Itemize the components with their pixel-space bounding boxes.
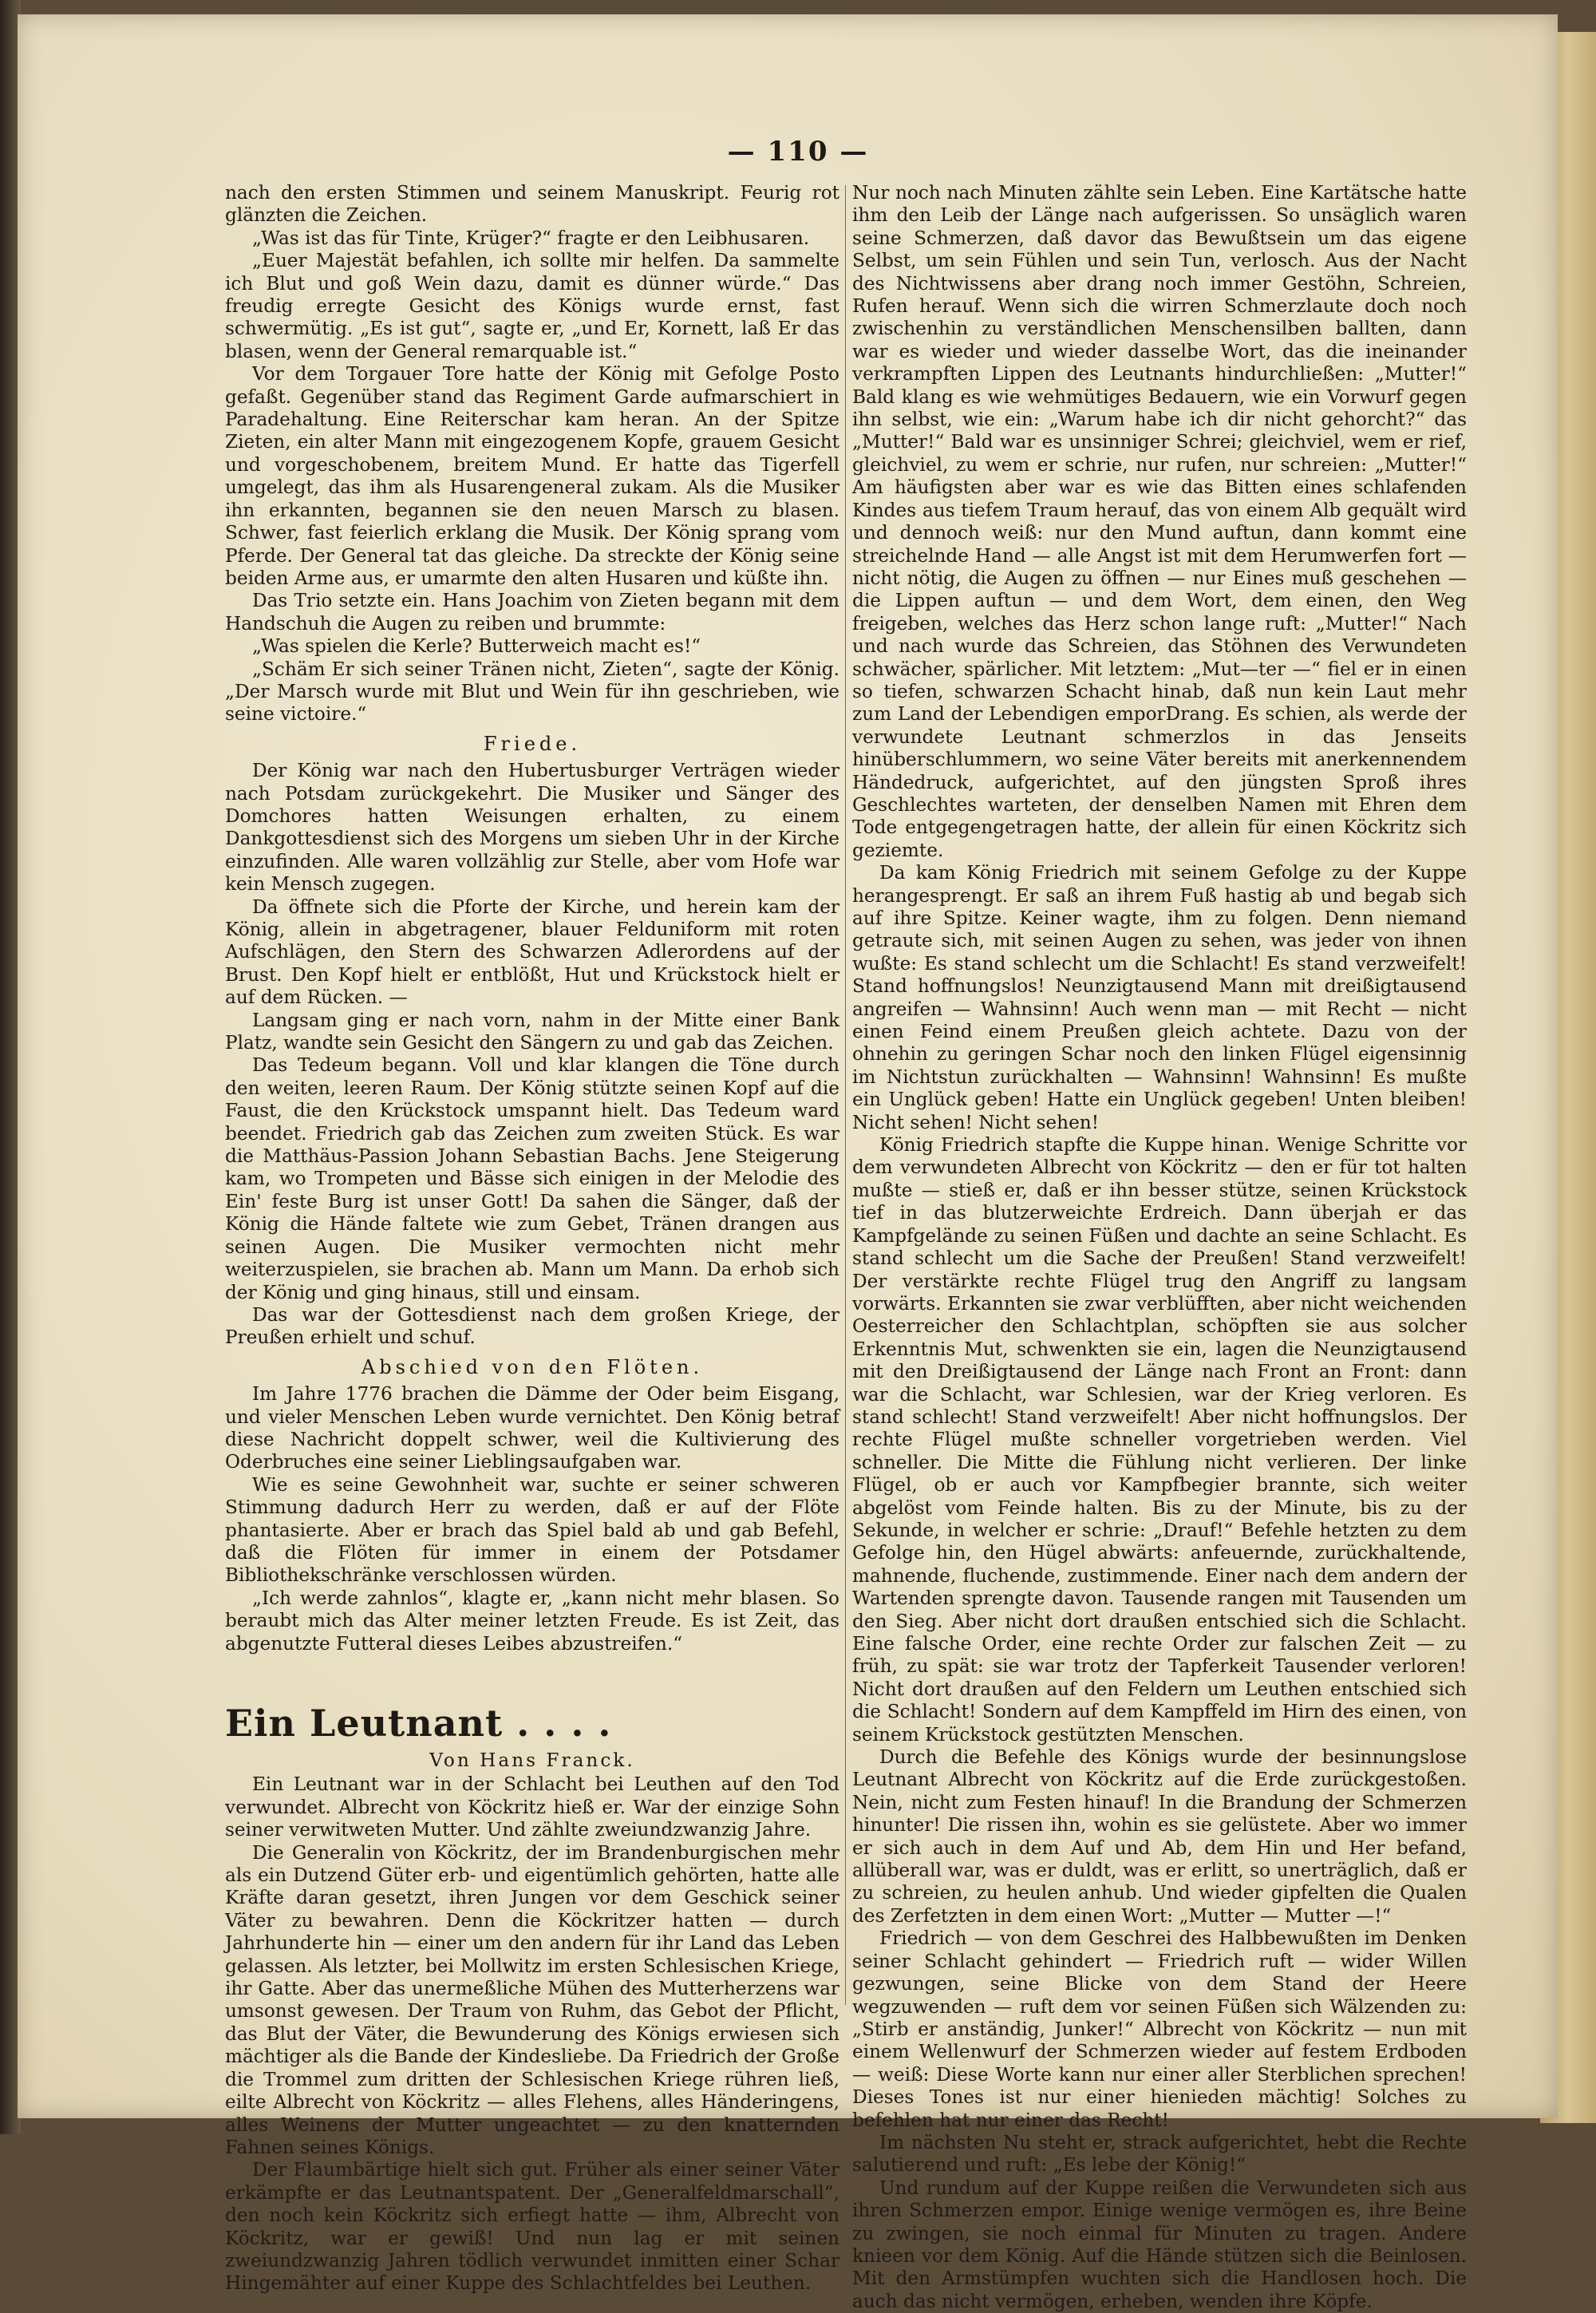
paragraph: Vor dem Torgauer Tore hatte der König mit Gefolge Posto gefaßt. Gegenüber stand das Regiment Garde aufmarschiert in Paradehaltung. Eine Reiterschar kam heran. An der Spitze Zieten, ein alter Mann mit eingezogenem Kopfe, grauem Gesicht und vorgeschobenem, breitem Mund. Er hatte das Tigerfell umgelegt, das ihm als Husarengeneral zukam. Als die Musiker ihn erkannten, begannen sie den neuen Marsch zu blasen. Schwer, fast feierlich erklang die Musik. Der König sprang vom Pferde. Der General tat das gleiche. Da streckte der König seine beiden Arme aus, er umarmte den alten Husaren und küßte ihn. [225,363,839,589]
paragraph: Da kam König Friedrich mit seinem Gefolge zu der Kuppe herangesprengt. Er saß an ihrem Fuß hastig ab und begab sich auf ihre Spitze. Keiner wagte, ihm zu folgen. Denn niemand getraute sich, mit seinen Augen zu sehen, was jeder von ihnen wußte: Es stand schlecht um die Schlacht! Es stand verzweifelt! Stand hoffnungslos! Neunzigtausend Mann mit dreißigtausend angreifen — Wahnsinn! Auch wenn man — mit Recht — nicht einen Feind einem Preußen gleich achtete. Dazu von der ohnehin zu geringen Schar noch den linken Flügel eigensinnig im Nichtstun zurückhalten — Wahnsinn! Wahnsinn! Es mußte ein Unglück geben! Hatte ein Unglück gegeben! Unten bleiben! Nicht sehen! Nicht sehen! [852,862,1467,1133]
paragraph: König Friedrich stapfte die Kuppe hinan. Wenige Schritte vor dem verwundeten Albrecht von Köckritz — den er für tot halten mußte — stieß er, daß er ihn besser stütze, seinen Krückstock tief in das blutzerweichte Erdreich. Dann überjah er das Kampfgelände zu seinen Füßen und dachte an seine Schlacht. Es stand schlecht um die Sache der Preußen! Stand verzweifelt! Der verstärkte rechte Flügel trug den Angriff zu langsam vorwärts. Erkannten sie zwar verblüfften, aber nicht weichenden Oesterreicher den Schlachtplan, schöpften sie aus solcher Erkenntnis Mut, schwenkten sie ein, lagen die Neunzigtausend mit den Dreißigtausend der Länge nach Front an Front: dann war die Schlacht, war Schlesien, war der Krieg verloren. Es stand schlecht! Stand verzweifelt! Aber nicht hoffnungslos. Der rechte Flügel mußte schneller vorgetrieben werden. Viel schneller. Die Mitte die Fühlung nicht verlieren. Der linke Flügel, ob er auch vor Kampfbegier brannte, sich weiter abgelöst vom Feinde halten. Bis zu der Minute, bis zu der Sekunde, in welcher er schrie: „Drauf!“ Befehle hetzten zu dem Gefolge hin, den Hügel abwärts: anfeuernde, zurückhaltende, mahnende, fluchende, zustimmende. Einer nach dem andern der Wartenden sprengte davon. Tausende rangen mit Tausenden um den Sieg. Aber nicht dort draußen entschied sich die Schlacht. Eine falsche Order, eine rechte Order zur falschen Zeit — zu früh, zu spät: sie war trotz der Tapferkeit Tausender verloren! Nicht dort draußen auf den Feldern um Leuthen entschied sich die Schlacht! Sondern auf dem Kampffeld im Hirn des einen, von seinem Krückstock gestützten Menschen. [852,1134,1467,1746]
paragraph: Der König war nach den Hubertusburger Verträgen wieder nach Potsdam zurückgekehrt. Die Musiker und Sänger des Domchores hatten Weisungen erhalten, zu einem Dankgottesdienst sich des Morgens um sieben Uhr in der Kirche einzufinden. Alle waren vollzählig zur Stelle, aber vom Hofe war kein Mensch zugegen. [225,760,839,896]
paragraph: „Was ist das für Tinte, Krüger?“ fragte er den Leibhusaren. [252,227,810,249]
paragraph: Das Trio setzte ein. Hans Joachim von Zieten begann mit dem Handschuh die Augen zu reiben und brummte: [225,590,839,635]
paragraph: nach den ersten Stimmen und seinem Manuskript. Feurig rot glänzten die Zeichen. [225,182,839,227]
paragraph: „Ich werde zahnlos“, klagte er, „kann nicht mehr blasen. So beraubt mich das Alter meiner letzten Freude. Es ist Zeit, das abgenutzte Futteral dieses Leibes abzustreifen.“ [225,1587,839,1655]
paragraph: Friedrich — von dem Geschrei des Halbbewußten im Denken seiner Schlacht gehindert — Friedrich ruft — wider Willen gezwungen, seine Blicke von dem Stand der Heere wegzuwenden — ruft dem vor seinen Füßen sich Wälzenden zu: „Stirb er anständig, Junker!“ Albrecht von Köckritz — nun mit einem Wellenwurf der Schmerzen wieder auf festem Erdboden — weiß: Diese Worte kann nur einer aller Sterblichen sprechen! Dieses Tones ist nur einer hienieden mächtig! Solches zu befehlen hat nur einer das Recht! [852,1928,1467,2131]
page-number: — 110 — [727,136,869,168]
paragraph: „Schäm Er sich seiner Tränen nicht, Zieten“, sagte der König. „Der Marsch wurde mit Blut und Wein für ihn geschrieben, wie seine victoire.“ [225,658,839,726]
paragraph: Ein Leutnant war in der Schlacht bei Leuthen auf den Tod verwundet. Albrecht von Köckritz hieß er. War der einzige Sohn seiner verwitweten Mutter. Und zählte zweiundzwanzig Jahre. [225,1773,839,1841]
paragraph: „Euer Majestät befahlen, ich sollte mir helfen. Da sammelte ich Blut und goß Wein dazu, damit es dünner würde.“ Das freudig erregte Gesicht des Königs wurde ernst, fast schwermütig. „Es ist gut“, sagte er, „und Er, Kornett, laß Er das blasen, wenn der General remarquable ist.“ [225,250,839,362]
paragraph: Im nächsten Nu steht er, strack aufgerichtet, hebt die Rechte salutierend und ruft: „Es lebe der König!“ [852,2131,1467,2177]
paragraph: Nur noch nach Minuten zählte sein Leben. Eine Kartätsche hatte ihm den Leib der Länge nach aufgerissen. So unsäglich waren seine Schmerzen, daß davor das Bewußtsein um das eigene Selbst, um sein Fühlen und sein Tun, verlosch. Aus der Nacht des Nichtwissens aber drang noch immer Gestöhn, Schreien, Rufen herauf. Wenn sich die wirren Schmerzlaute doch noch zwischenhin zu verständlichen Menschensilben ballten, dann war es wieder und wieder dasselbe Wort, das die ineinander verkrampften Lippen des Leutnants hindurchließen: „Mutter!“ Bald klang es wie wehmütiges Bedauern, wie ein Vorwurf gegen ihn selbst, wie ein: „Warum habe ich dir nicht gehorcht?“ das „Mutter!“ Bald war es unsinniger Schrei; gleichviel, wem er rief, gleichviel, zu wem er schrie, nur rufen, nur schreien: „Mutter!“ Am häufigsten aber war es wie das Bitten eines schlafenden Kindes aus tiefem Traum herauf, das von einem Alb gequält wird und dennoch weiß: nur den Mund auftun, dann kommt eine streichelnde Hand — alle Angst ist mit dem Herumwerfen fort — nicht nötig, die Augen zu öffnen — nur Eines muß geschehen — die Lippen auftun — und dem Wort, dem einen, den Weg freigeben, welches das Herz schon lange ruft: „Mutter!“ Nach und nach wurde das Schreien, das Stöhnen des Verwundeten schwächer, spärlicher. Mit letztem: „Mut—ter —“ fiel er in einen so tiefen, schwarzen Schacht hinab, daß nun kein Laut mehr zum Land der Lebendigen emporDrang. Es schien, als werde der verwundete Leutnant schmerzlos in das Jenseits hinüberschlummern, wo seine Väter bereits mit anerkennendem Händedruck, aufgerichtet, auf den jüngsten Sproß ihres Geschlechtes warteten, der denselben Namen mit Ehren dem Tode entgegengetragen hatte, der allein für einen Köckritz sich geziemte. [852,182,1467,861]
paragraph: Das Tedeum begann. Voll und klar klangen die Töne durch den weiten, leeren Raum. Der König stützte seinen Kopf auf die Faust, die den Krückstock umspannt hielt. Das Tedeum ward beendet. Friedrich gab das Zeichen zum zweiten Stück. Es war die Matthäus-Passion Johann Sebastian Bachs. Jene Steigerung kam, wo Trompeten und Bässe sich einigen in der Melodie des Ein' feste Burg ist unser Gott! Da sahen die Sänger, daß der König die Hände faltete wie zum Gebet, Tränen drangen aus seinen Augen. Die Musiker vermochten nicht mehr weiterzuspielen, sie brachen ab. Mann um Mann. Da erhob sich der König und ging hinaus, still und einsam. [225,1054,839,1303]
paragraph: Langsam ging er nach vorn, nahm in der Mitte einer Bank Platz, wandte sein Gesicht den Sängern zu und gab das Zeichen. [225,1009,839,1054]
paragraph: Da öffnete sich die Pforte der Kirche, und herein kam der König, allein in abgetragener, blauer Felduniform mit roten Aufschlägen, den Stern des Schwarzen Adlerordens auf der Brust. Den Kopf hielt er entblößt, Hut und Krückstock hielt er auf dem Rücken. — [225,896,839,1009]
article-headline: Ein Leutnant . . . . [225,1702,612,1745]
paragraph: Durch die Befehle des Königs wurde der besinnungslose Leutnant Albrecht von Köckritz auf die Erde zurückgestoßen. Nein, nicht zum Festen hinauf! In die Brandung der Schmerzen hinunter! Die rissen ihn, wohin es sie gelüstete. Aber wo immer er sich auch in dem Auf und Ab, dem Hin und Her befand, allüberall war, was er duldt, was er erlitt, so unerträglich, daß er zu schreien, zu heulen anhub. Und wieder gipfelten die Qualen des Zerfetzten in dem einen Wort: „Mutter — Mutter —!“ [852,1746,1467,1927]
paragraph: „Was spielen die Kerle? Butterweich macht es!“ [252,635,701,658]
paragraph: Und rundum auf der Kuppe reißen die Verwundeten sich aus ihren Schmerzen empor. Einige wenige vermögen es, ihre Beine zu zwingen, sie noch einmal für Minuten zu tragen. Andere knieen vor dem König. Auf die Hände stützen sich die Beinlosen. Mit den Armstümpfen wuchten sich die Handlosen hoch. Die auch das nicht vermögen, erheben, wenden ihre Köpfe. [852,2177,1467,2312]
paragraph: Der Flaumbärtige hielt sich gut. Früher als einer seiner Väter erkämpfte er das Leutnantspatent. Der „Generalfeldmarschall“, den noch kein Köckritz sich erfiegt hatte — ihm, Albrecht von Köckritz, war er gewiß! Und nun lag er mit seinen zweiundzwanzig Jahren tödlich verwundet inmitten einer Schar Hingemähter auf einer Kuppe des Schlachtfeldes bei Leuthen. [225,2159,839,2295]
article-byline: Von Hans Franck. [429,1750,635,1771]
section-heading-friede: Friede. [483,732,582,755]
paragraph: Die Generalin von Köckritz, der im Brandenburgischen mehr als ein Dutzend Güter erb- und eigentümlich gehörten, hatte alle Kräfte daran gesetzt, ihren Jungen vor dem Geschick seiner Väter zu bewahren. Denn die Köckritzer hatten — durch Jahrhunderte hin — einer um den andern für ihr Land das Leben gelassen. Als letzter, bei Mollwitz im ersten Schlesischen Kriege, ihr Gatte. Aber das unermeßliche Mühen des Mutterherzens war umsonst gewesen. Der Traum von Ruhm, das Gebot der Pflicht, das Blut der Väter, die Bewunderung des Königs erwiesen sich mächtiger als die Bande der Kindesliebe. Da Friedrich der Große die Trommel zum dritten der Schlesischen Kriege rühren ließ, eilte Albrecht von Köckritz — alles Flehens, alles Händeringens, alles Weinens der Mutter ungeachtet — zu den knatternden Fahnen seines Königs. [225,1841,839,2158]
paragraph: Wie es seine Gewohnheit war, suchte er seiner schweren Stimmung dadurch Herr zu werden, daß er auf der Flöte phantasierte. Aber er brach das Spiel bald ab und gab Befehl, daß die Flöten für immer in einem der Potsdamer Bibliothekschränke verschlossen würden. [225,1473,839,1587]
column-divider [845,185,846,2005]
right-column [852,182,1467,2313]
left-column [225,182,839,2295]
paragraph: Das war der Gottesdienst nach dem großen Kriege, der Preußen erhielt und schuf. [225,1303,839,1349]
section-heading-floeten: Abschied von den Flöten. [361,1355,704,1378]
paragraph: Im Jahre 1776 brachen die Dämme der Oder beim Eisgang, und vieler Menschen Leben wurde vernichtet. Den König betraf diese Nachricht doppelt schwer, weil die Kultivierung des Oderbruches eine seiner Lieblingsaufgaben war. [225,1383,839,1473]
